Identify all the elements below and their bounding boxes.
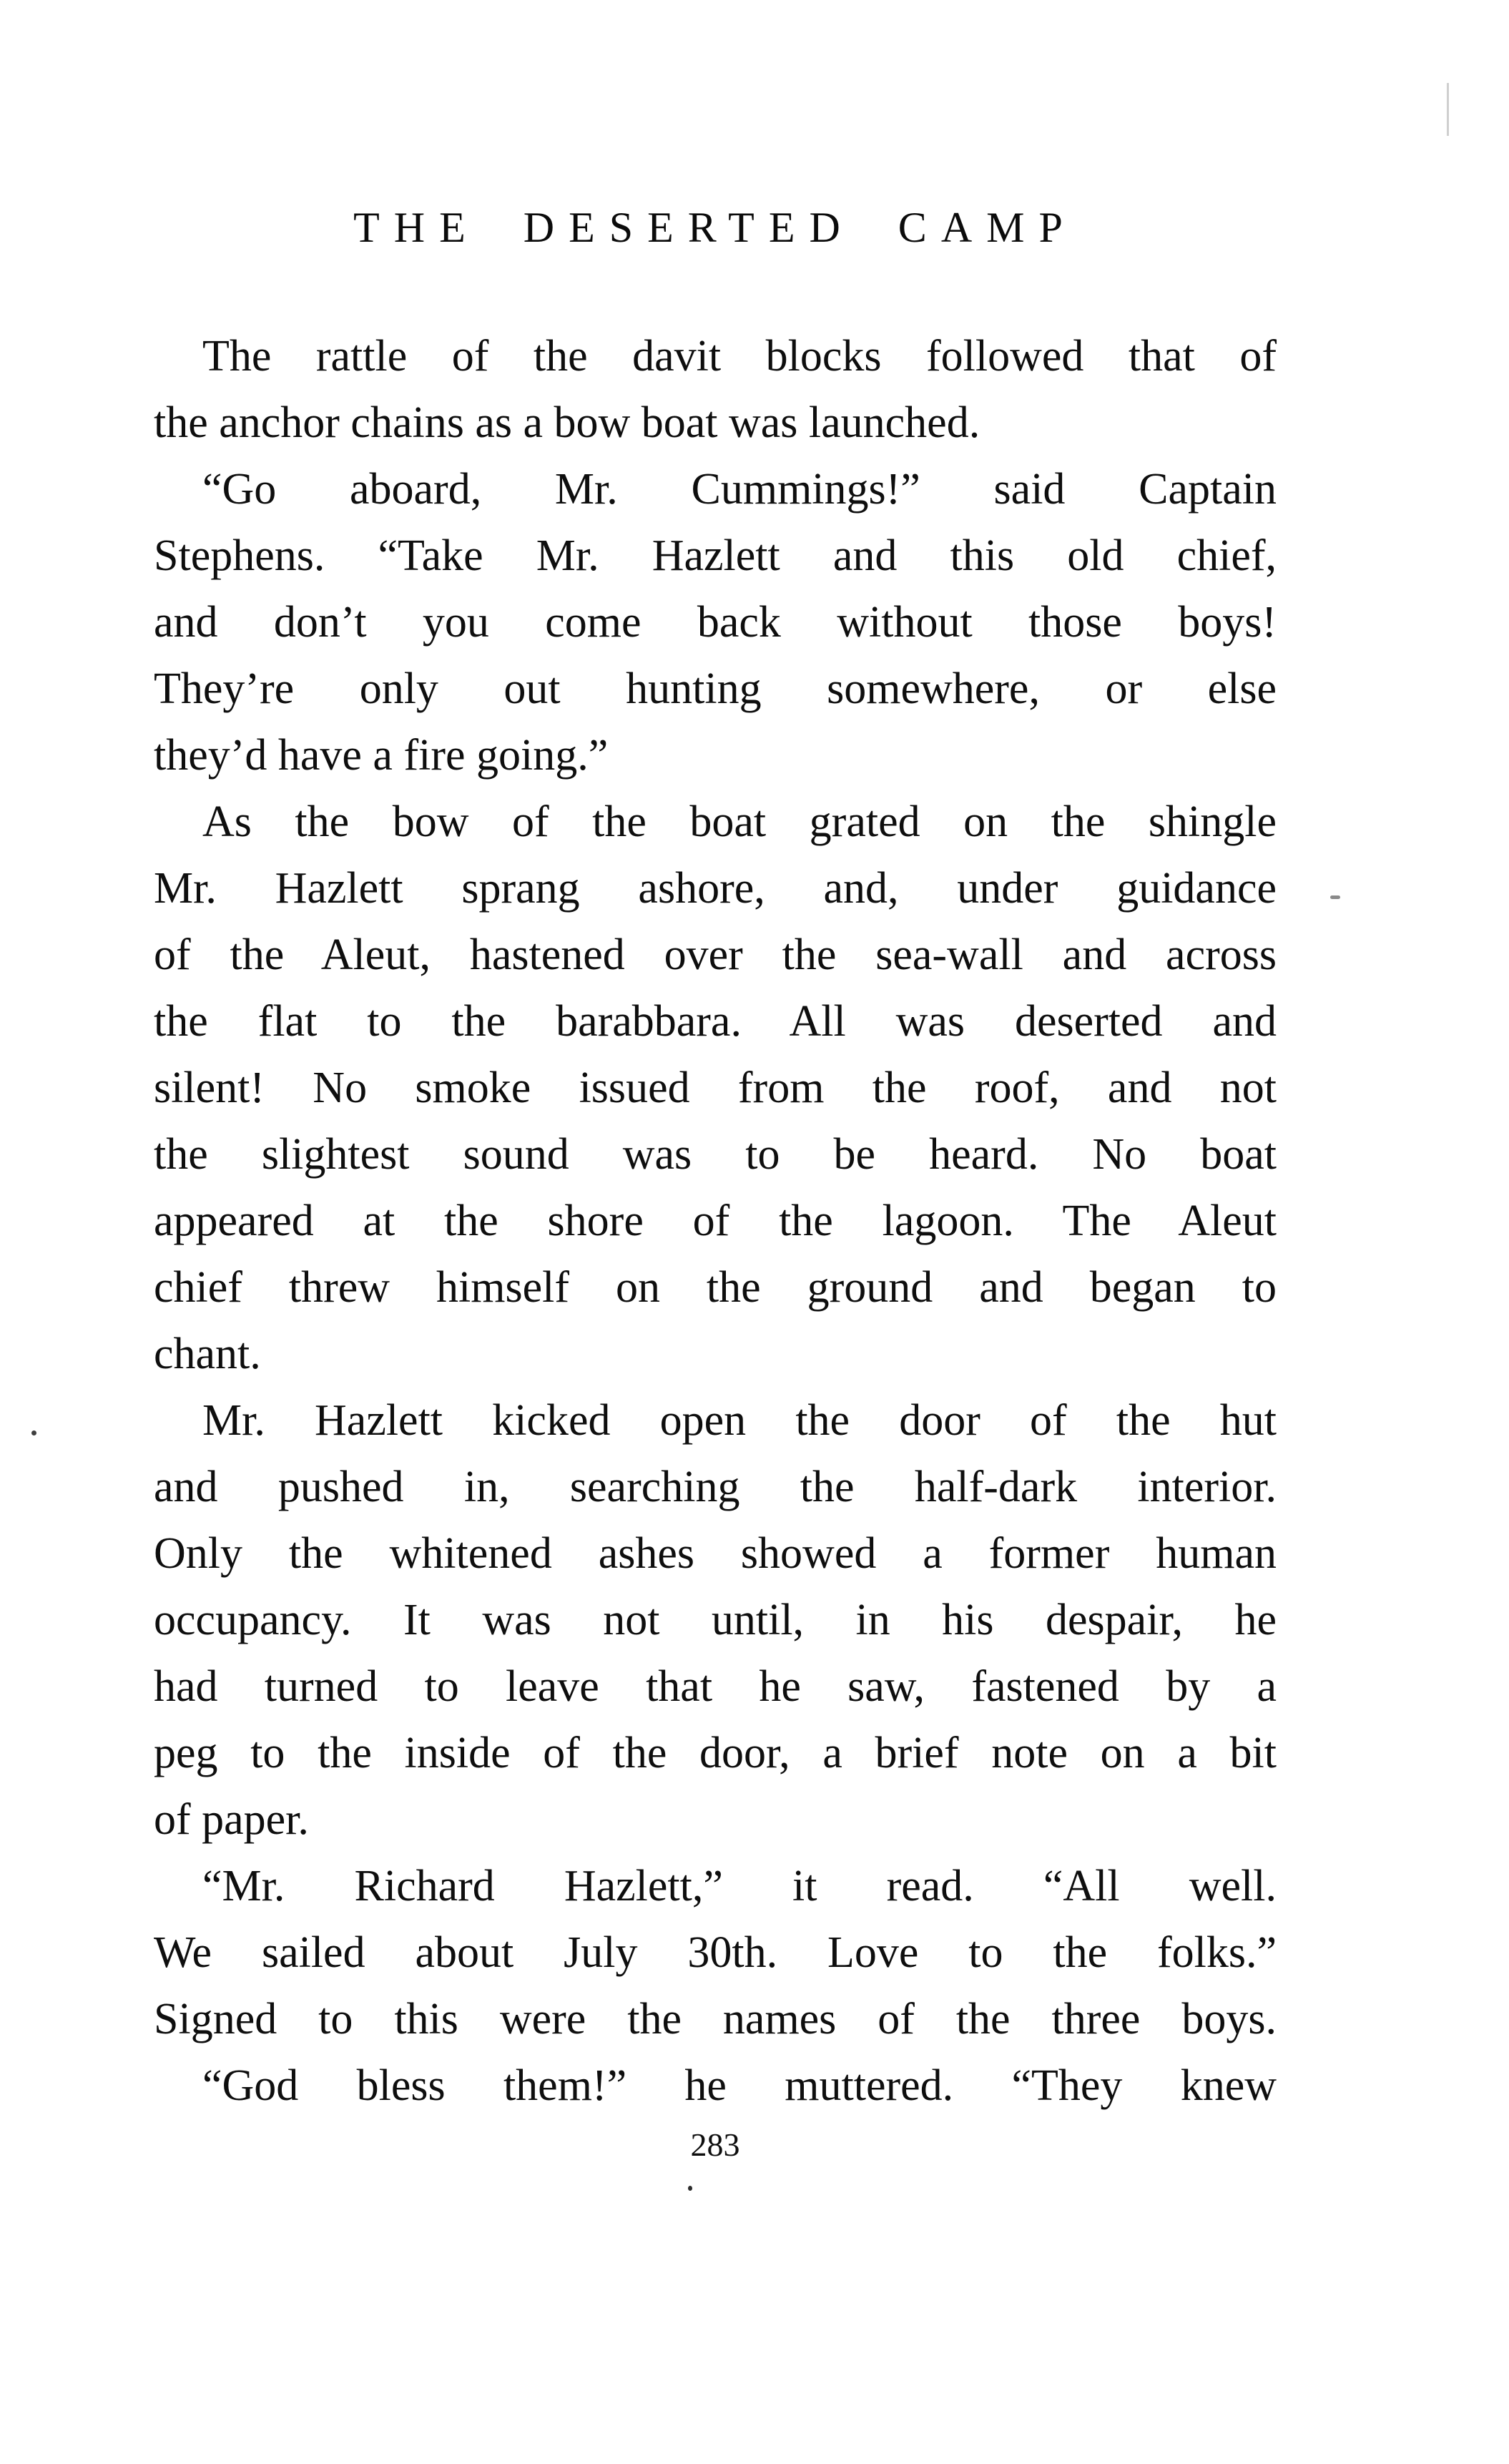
paragraph-6 <box>154 2053 1277 2119</box>
text-line: the slightest sound was to be heard. No boat <box>154 1130 1277 1179</box>
text-line: As the bow of the boat grated on the shingle <box>202 797 1277 846</box>
paragraph-4 <box>154 1388 1277 1853</box>
text-line: “Mr. Richard Hazlett,” it read. “All well. <box>202 1862 1277 1910</box>
text-line: They’re only out hunting somewhere, or else <box>154 664 1277 713</box>
text-line: silent! No smoke issued from the roof, and not <box>154 1064 1277 1112</box>
paragraph-1 <box>154 323 1277 456</box>
paragraph-2 <box>154 456 1277 789</box>
text-line: of the Aleut, hastened over the sea-wall and across <box>154 931 1277 979</box>
text-line: Mr. Hazlett sprang ashore, and, under guidance <box>154 864 1277 913</box>
page-title: THE DESERTED CAMP <box>353 204 1077 251</box>
text-line: had turned to leave that he saw, fastened by a <box>154 1662 1277 1711</box>
text-line: they’d have a fire going.” <box>154 731 609 780</box>
scan-artifact-line <box>1447 83 1449 136</box>
text-line: chant. <box>154 1330 261 1378</box>
page-body <box>154 323 1277 2119</box>
text-line: “Go aboard, Mr. Cummings!” said Captain <box>202 465 1277 514</box>
text-line: Stephens. “Take Mr. Hazlett and this old chief, <box>154 531 1277 580</box>
scan-artifact-dash <box>1330 895 1340 899</box>
text-line: and pushed in, searching the half-dark interior. <box>154 1463 1277 1511</box>
text-line: chief threw himself on the ground and began to <box>154 1263 1277 1312</box>
text-line: the anchor chains as a bow boat was launched. <box>154 398 980 447</box>
text-line: appeared at the shore of the lagoon. The Aleut <box>154 1197 1277 1245</box>
text-line: Signed to this were the names of the three boys. <box>154 1995 1277 2043</box>
text-line: Mr. Hazlett kicked open the door of the hut <box>202 1396 1277 1445</box>
text-line: of paper. <box>154 1795 309 1844</box>
page-number: 283 <box>690 2126 740 2163</box>
scan-artifact-dot <box>31 1430 36 1435</box>
text-line: “God bless them!” he muttered. “They knew <box>202 2061 1277 2110</box>
text-line: occupancy. It was not until, in his despair, he <box>154 1596 1277 1644</box>
text-line: the flat to the barabbara. All was deserted and <box>154 997 1277 1046</box>
text-line: We sailed about July 30th. Love to the folks.” <box>154 1928 1277 1977</box>
scan-artifact-dot <box>688 2186 692 2191</box>
text-line: Only the whitened ashes showed a former human <box>154 1529 1277 1578</box>
text-line: and don’t you come back without those boys! <box>154 598 1277 647</box>
paragraph-3 <box>154 789 1277 1388</box>
paragraph-5 <box>154 1853 1277 2053</box>
text-line: The rattle of the davit blocks followed that of <box>202 332 1277 381</box>
text-line: peg to the inside of the door, a brief note on a bit <box>154 1729 1277 1777</box>
